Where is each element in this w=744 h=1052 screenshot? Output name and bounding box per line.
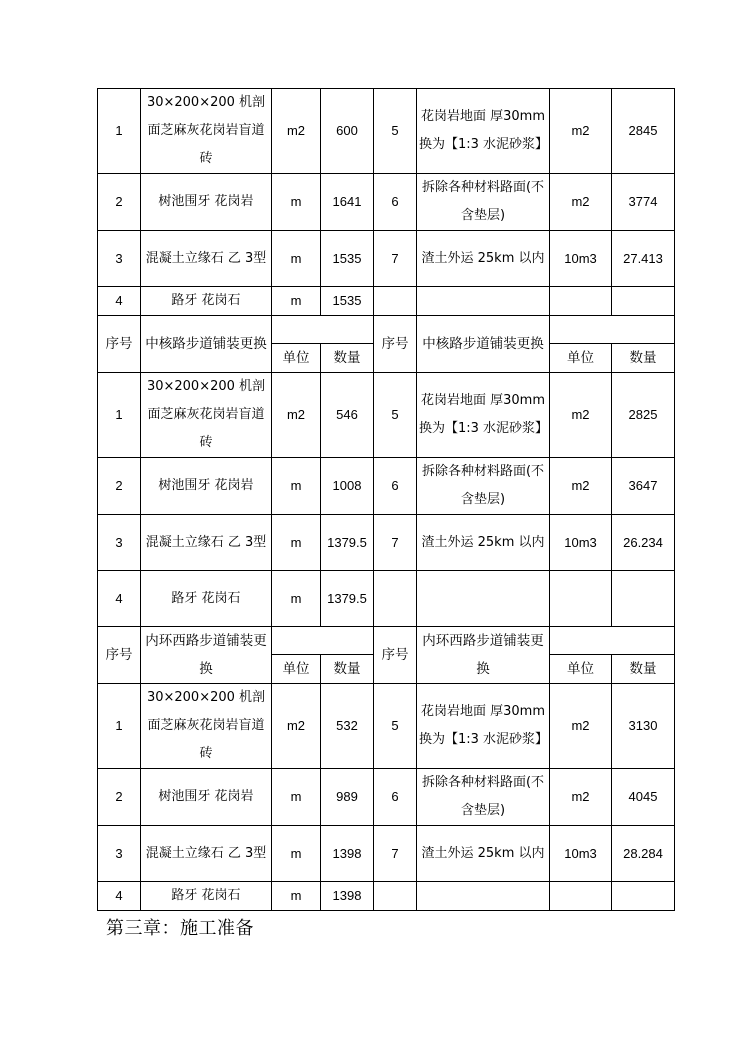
row-no: 6 xyxy=(374,769,417,826)
item-qty: 3774 xyxy=(612,174,675,231)
section-title: 内环西路步道铺装更换 xyxy=(417,627,550,684)
item-unit: m2 xyxy=(550,769,612,826)
item-name: 混凝土立缘石 乙 3型 xyxy=(141,515,272,571)
item-name: 渣土外运 25km 以内 xyxy=(417,826,550,882)
item-unit: m xyxy=(272,515,321,571)
item-qty: 600 xyxy=(321,89,374,174)
quantity-table xyxy=(97,88,675,911)
item-name: 拆除各种材料路面(不含垫层) xyxy=(417,458,550,515)
table-row xyxy=(98,826,675,882)
item-unit: m xyxy=(272,882,321,911)
item-unit: m2 xyxy=(550,458,612,515)
item-unit: m2 xyxy=(550,89,612,174)
table-row xyxy=(98,515,675,571)
item-qty: 1379.5 xyxy=(321,515,374,571)
item-qty: 989 xyxy=(321,769,374,826)
header-blank-cell xyxy=(272,627,374,655)
header-unit-label: 单位 xyxy=(272,655,321,684)
item-name: 30×200×200 机剖面芝麻灰花岗岩盲道砖 xyxy=(141,684,272,769)
header-no-label: 序号 xyxy=(374,627,417,684)
item-qty: 1398 xyxy=(321,826,374,882)
item-qty: 532 xyxy=(321,684,374,769)
item-unit: m xyxy=(272,287,321,316)
row-no: 7 xyxy=(374,231,417,287)
row-no: 4 xyxy=(98,571,141,627)
table-row xyxy=(98,882,675,911)
header-qty-label: 数量 xyxy=(321,655,374,684)
item-unit: 10m3 xyxy=(550,826,612,882)
item-qty xyxy=(612,882,675,911)
item-qty: 4045 xyxy=(612,769,675,826)
header-blank-cell xyxy=(550,316,675,344)
table-row xyxy=(98,684,675,769)
row-no: 2 xyxy=(98,769,141,826)
row-no: 5 xyxy=(374,684,417,769)
item-name: 30×200×200 机剖面芝麻灰花岗岩盲道砖 xyxy=(141,89,272,174)
item-unit xyxy=(550,287,612,316)
row-no xyxy=(374,287,417,316)
item-unit: m xyxy=(272,458,321,515)
item-name: 拆除各种材料路面(不含垫层) xyxy=(417,174,550,231)
item-name: 树池围牙 花岗岩 xyxy=(141,769,272,826)
item-unit xyxy=(550,571,612,627)
table-row xyxy=(98,769,675,826)
item-qty: 1398 xyxy=(321,882,374,911)
item-unit xyxy=(550,882,612,911)
section-header-row xyxy=(98,316,675,344)
row-no: 1 xyxy=(98,373,141,458)
item-qty: 28.284 xyxy=(612,826,675,882)
table-row xyxy=(98,231,675,287)
row-no xyxy=(374,882,417,911)
item-name: 渣土外运 25km 以内 xyxy=(417,231,550,287)
header-blank-cell xyxy=(272,316,374,344)
item-unit: m2 xyxy=(550,684,612,769)
row-no: 3 xyxy=(98,515,141,571)
row-no: 3 xyxy=(98,231,141,287)
header-qty-label: 数量 xyxy=(612,655,675,684)
item-name: 路牙 花岗石 xyxy=(141,287,272,316)
section-title: 中核路步道铺装更换 xyxy=(141,316,272,373)
item-qty xyxy=(612,571,675,627)
row-no: 1 xyxy=(98,89,141,174)
row-no xyxy=(374,571,417,627)
item-unit: 10m3 xyxy=(550,515,612,571)
item-qty: 2845 xyxy=(612,89,675,174)
item-qty: 3647 xyxy=(612,458,675,515)
item-unit: m2 xyxy=(272,684,321,769)
header-no-label: 序号 xyxy=(98,316,141,373)
section-title: 中核路步道铺装更换 xyxy=(417,316,550,373)
row-no: 6 xyxy=(374,458,417,515)
item-name: 渣土外运 25km 以内 xyxy=(417,515,550,571)
header-unit-label: 单位 xyxy=(550,655,612,684)
row-no: 1 xyxy=(98,684,141,769)
row-no: 3 xyxy=(98,826,141,882)
row-no: 4 xyxy=(98,882,141,911)
header-qty-label: 数量 xyxy=(612,344,675,373)
item-unit: m2 xyxy=(272,373,321,458)
table-row xyxy=(98,571,675,627)
header-unit-label: 单位 xyxy=(550,344,612,373)
header-no-label: 序号 xyxy=(98,627,141,684)
item-qty: 546 xyxy=(321,373,374,458)
item-name: 树池围牙 花岗岩 xyxy=(141,174,272,231)
row-no: 4 xyxy=(98,287,141,316)
item-name: 路牙 花岗石 xyxy=(141,882,272,911)
table-row xyxy=(98,174,675,231)
item-name: 混凝土立缘石 乙 3型 xyxy=(141,231,272,287)
chapter-heading: 第三章：施工准备 xyxy=(106,918,254,939)
row-no: 2 xyxy=(98,458,141,515)
item-qty: 26.234 xyxy=(612,515,675,571)
section-header-row xyxy=(98,627,675,655)
item-name: 树池围牙 花岗岩 xyxy=(141,458,272,515)
item-unit: m xyxy=(272,231,321,287)
item-qty: 1535 xyxy=(321,231,374,287)
item-name: 花岗岩地面 厚30mm换为【1:3 水泥砂浆】 xyxy=(417,373,550,458)
table-row xyxy=(98,373,675,458)
item-qty xyxy=(612,287,675,316)
item-name: 混凝土立缘石 乙 3型 xyxy=(141,826,272,882)
header-no-label: 序号 xyxy=(374,316,417,373)
item-name: 花岗岩地面 厚30mm换为【1:3 水泥砂浆】 xyxy=(417,89,550,174)
item-unit: 10m3 xyxy=(550,231,612,287)
item-qty: 1379.5 xyxy=(321,571,374,627)
item-qty: 27.413 xyxy=(612,231,675,287)
item-unit: m xyxy=(272,571,321,627)
item-qty: 2825 xyxy=(612,373,675,458)
header-blank-cell xyxy=(550,627,675,655)
table-row xyxy=(98,287,675,316)
item-unit: m2 xyxy=(550,373,612,458)
row-no: 6 xyxy=(374,174,417,231)
item-unit: m xyxy=(272,769,321,826)
row-no: 2 xyxy=(98,174,141,231)
row-no: 7 xyxy=(374,826,417,882)
table-row xyxy=(98,458,675,515)
item-name: 路牙 花岗石 xyxy=(141,571,272,627)
header-qty-label: 数量 xyxy=(321,344,374,373)
item-name: 花岗岩地面 厚30mm换为【1:3 水泥砂浆】 xyxy=(417,684,550,769)
row-no: 5 xyxy=(374,373,417,458)
item-qty: 1641 xyxy=(321,174,374,231)
item-qty: 3130 xyxy=(612,684,675,769)
item-qty: 1008 xyxy=(321,458,374,515)
item-unit: m xyxy=(272,174,321,231)
row-no: 7 xyxy=(374,515,417,571)
item-name: 拆除各种材料路面(不含垫层) xyxy=(417,769,550,826)
item-unit: m xyxy=(272,826,321,882)
item-name: 30×200×200 机剖面芝麻灰花岗岩盲道砖 xyxy=(141,373,272,458)
table-row xyxy=(98,89,675,174)
item-name xyxy=(417,882,550,911)
header-unit-label: 单位 xyxy=(272,344,321,373)
section-title: 内环西路步道铺装更换 xyxy=(141,627,272,684)
row-no: 5 xyxy=(374,89,417,174)
item-qty: 1535 xyxy=(321,287,374,316)
item-name xyxy=(417,287,550,316)
item-unit: m2 xyxy=(272,89,321,174)
item-unit: m2 xyxy=(550,174,612,231)
item-name xyxy=(417,571,550,627)
